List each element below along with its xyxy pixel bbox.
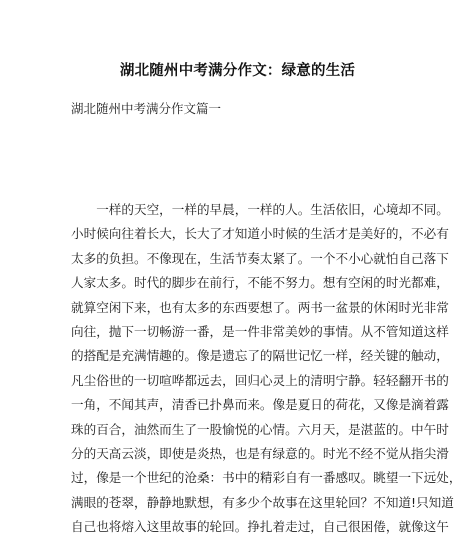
body-line: 珠的百合，油然而生了一股愉悦的心情。六月天，是湛蓝的。中午时 — [71, 421, 449, 437]
body-line: 就算空闲下来，也有太多的东西要想了。两书一盆景的休闲时光非常 — [71, 299, 449, 315]
body-line: 凡尘俗世的一切喧哗都远去，回归心灵上的清明宁静。轻轻翻开书的 — [71, 372, 449, 388]
article-body — [71, 198, 462, 539]
body-line: 自己也将熔入这里故事的轮回。挣扎着走过，自己很困倦，就像这午 — [71, 519, 449, 535]
body-line: 一样的天空，一样的早晨，一样的人。生活依旧，心境却不同。 — [71, 202, 449, 217]
body-line: 分的天高云淡，即使是炎热，也是有绿意的。时光不经不觉从指尖滑 — [71, 445, 449, 461]
body-line: 过，像是一个世纪的沧桑：书中的精彩自有一番感叹。眺望一下远处， — [71, 470, 462, 486]
body-line: 太多的负担。不像现在，生活节奏太紧了。一个不小心就怕自己落下 — [71, 250, 449, 266]
body-line: 满眼的苍翠，静静地默想，有多少个故事在这里轮回？不知道!只知道 — [71, 494, 454, 510]
body-line: 人家太多。时代的脚步在前行，不能不努力。想有空闲的时光都难， — [71, 275, 449, 291]
body-line: 一角，不闻其声，清香已扑鼻而来。像是夏日的荷花，又像是滴着露 — [71, 397, 449, 413]
body-line: 小时候向往着长大，长大了才知道小时候的生活才是美好的，不必有 — [71, 226, 449, 242]
article-subtitle: 湖北随州中考满分作文篇一 — [71, 101, 222, 116]
body-line: 的搭配是充满情趣的。像是遗忘了的隔世记忆一样，经关键的触动， — [71, 348, 449, 364]
article-title: 湖北随州中考满分作文：绿意的生活 — [119, 63, 356, 79]
body-line: 向往，抛下一切畅游一番，是一件非常美妙的事情。从不管知道这样 — [71, 323, 449, 339]
